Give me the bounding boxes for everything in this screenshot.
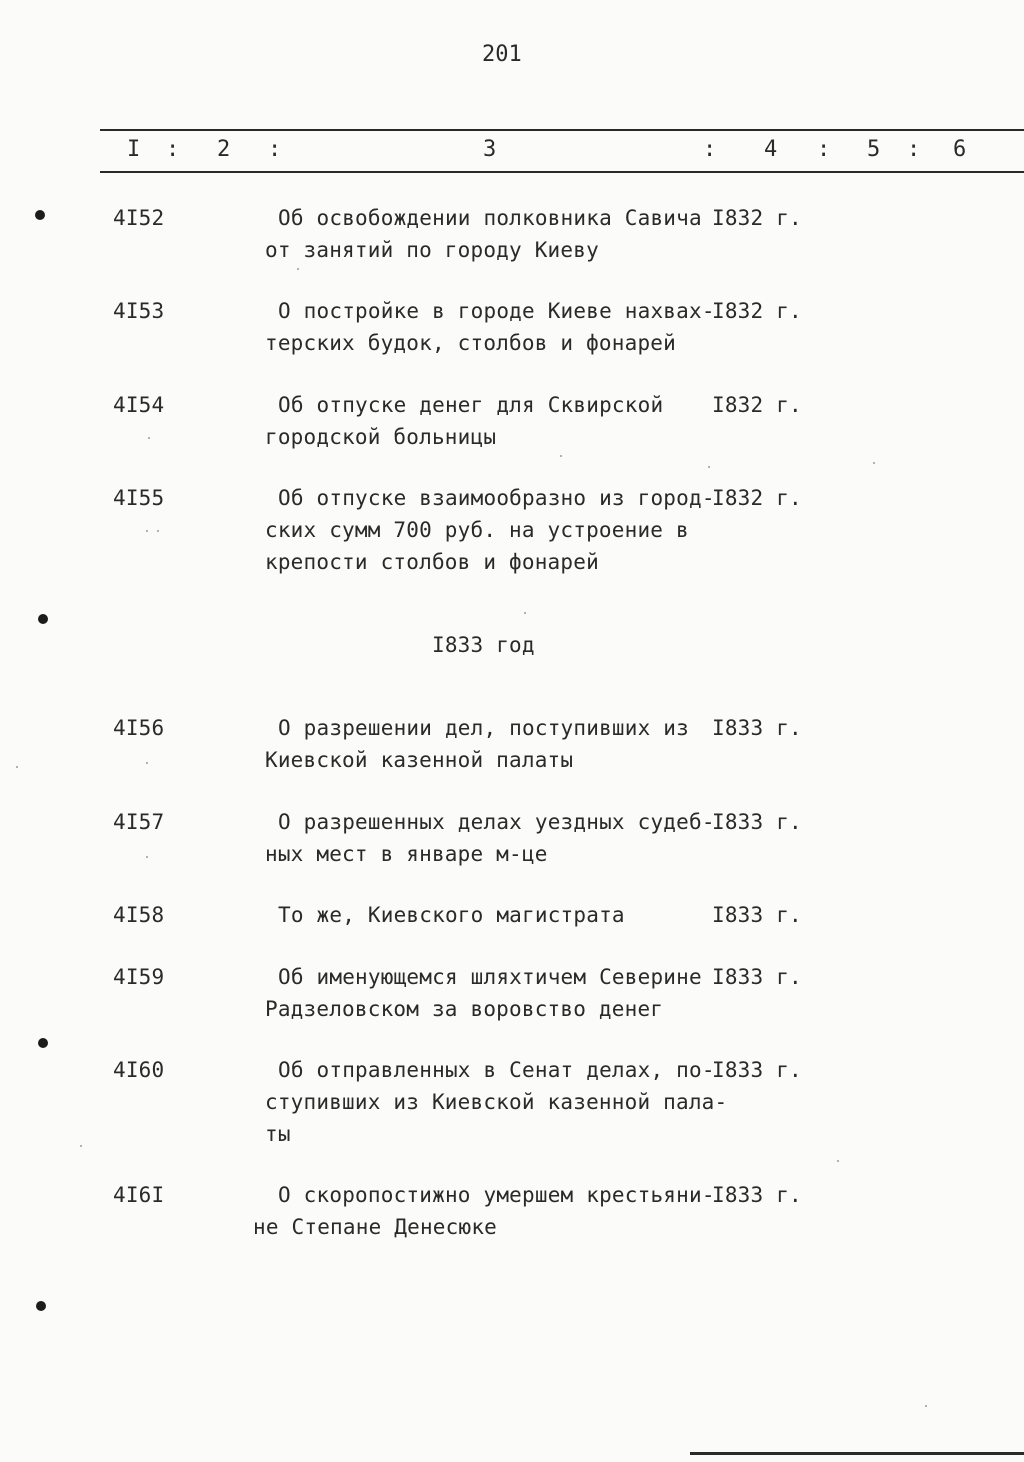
scan-speck	[524, 612, 526, 614]
scan-speck	[837, 1160, 839, 1162]
page-number: 201	[482, 42, 522, 67]
column-header-6: 6	[953, 137, 967, 162]
column-separator: :	[703, 137, 717, 162]
entry-number: 4I53	[113, 299, 165, 323]
punch-hole	[36, 1301, 46, 1311]
punch-hole	[38, 614, 48, 624]
entry-date: I833 г.	[712, 965, 802, 989]
entry-title-line: Об отпуске денег для Сквирской	[278, 393, 664, 417]
punch-hole	[35, 210, 45, 220]
entry-date: I832 г.	[712, 486, 802, 510]
entry-title-line: О разрешении дел, поступивших из	[278, 716, 689, 740]
entry-title-line: Киевской казенной палаты	[265, 748, 574, 772]
entry-number: 4I57	[113, 810, 165, 834]
scan-speck	[146, 762, 148, 764]
entry-title-line: О скоропостижно умершем крестьяни-	[278, 1183, 715, 1207]
scan-speck	[925, 1405, 927, 1407]
entry-title-line: Об именующемся шляхтичем Северине	[278, 965, 702, 989]
entry-title-line: ных мест в январе м-це	[265, 842, 548, 866]
scan-speck	[560, 455, 562, 457]
entry-title-line: Об отпуске взаимообразно из город-	[278, 486, 715, 510]
scan-speck	[157, 530, 159, 532]
scan-speck	[873, 462, 875, 464]
entry-number: 4I54	[113, 393, 165, 417]
entry-title-line: от занятий по городу Киеву	[265, 238, 599, 262]
scan-speck	[80, 1145, 82, 1147]
entry-date: I833 г.	[712, 1058, 802, 1082]
entry-title-line: городской больницы	[265, 425, 497, 449]
entry-number: 4I52	[113, 206, 165, 230]
column-header-4: 4	[764, 137, 778, 162]
entry-title-line: То же, Киевского магистрата	[278, 903, 625, 927]
entry-number: 4I58	[113, 903, 165, 927]
header-rule-bottom	[100, 171, 1024, 173]
entry-title-line: Об освобождении полковника Савича	[278, 206, 702, 230]
scan-speck	[146, 530, 148, 532]
entry-title-line: терских будок, столбов и фонарей	[265, 331, 676, 355]
page-edge-line	[690, 1452, 1024, 1455]
entry-title-line: крепости столбов и фонарей	[265, 550, 599, 574]
section-heading: I833 год	[432, 633, 535, 657]
entry-date: I833 г.	[712, 716, 802, 740]
entry-date: I832 г.	[712, 393, 802, 417]
scan-speck	[708, 466, 710, 468]
entry-number: 4I55	[113, 486, 165, 510]
scan-speck	[297, 268, 299, 270]
entry-title-line: Радзеловском за воровство денег	[265, 997, 664, 1021]
column-separator: :	[166, 137, 180, 162]
column-separator: :	[817, 137, 831, 162]
column-header-2: 2	[217, 137, 231, 162]
entry-date: I833 г.	[712, 810, 802, 834]
entry-date: I832 г.	[712, 206, 802, 230]
punch-hole	[38, 1038, 48, 1048]
entry-title-line: ских сумм 700 руб. на устроение в	[265, 518, 689, 542]
scan-speck	[16, 766, 18, 768]
entry-title-line: О разрешенных делах уездных судеб-	[278, 810, 715, 834]
entry-number: 4I60	[113, 1058, 165, 1082]
column-header-3: 3	[483, 137, 497, 162]
column-header-1: I	[127, 137, 141, 162]
column-header-5: 5	[867, 137, 881, 162]
entry-date: I833 г.	[712, 903, 802, 927]
header-rule-top	[100, 129, 1024, 131]
entry-number: 4I59	[113, 965, 165, 989]
entry-date: I832 г.	[712, 299, 802, 323]
entry-date: I833 г.	[712, 1183, 802, 1207]
scan-speck	[146, 856, 148, 858]
entry-title-line: не Степане Денесюке	[253, 1215, 498, 1239]
scan-speck	[148, 437, 150, 439]
entry-number: 4I6I	[113, 1183, 165, 1207]
entry-title-line: О постройке в городе Киеве нахвах-	[278, 299, 715, 323]
column-separator: :	[268, 137, 282, 162]
entry-title-line: Об отправленных в Сенат делах, по-	[278, 1058, 715, 1082]
entry-number: 4I56	[113, 716, 165, 740]
column-separator: :	[907, 137, 921, 162]
entry-title-line: ступивших из Киевской казенной пала-	[265, 1090, 728, 1114]
entry-title-line: ты	[265, 1122, 291, 1146]
